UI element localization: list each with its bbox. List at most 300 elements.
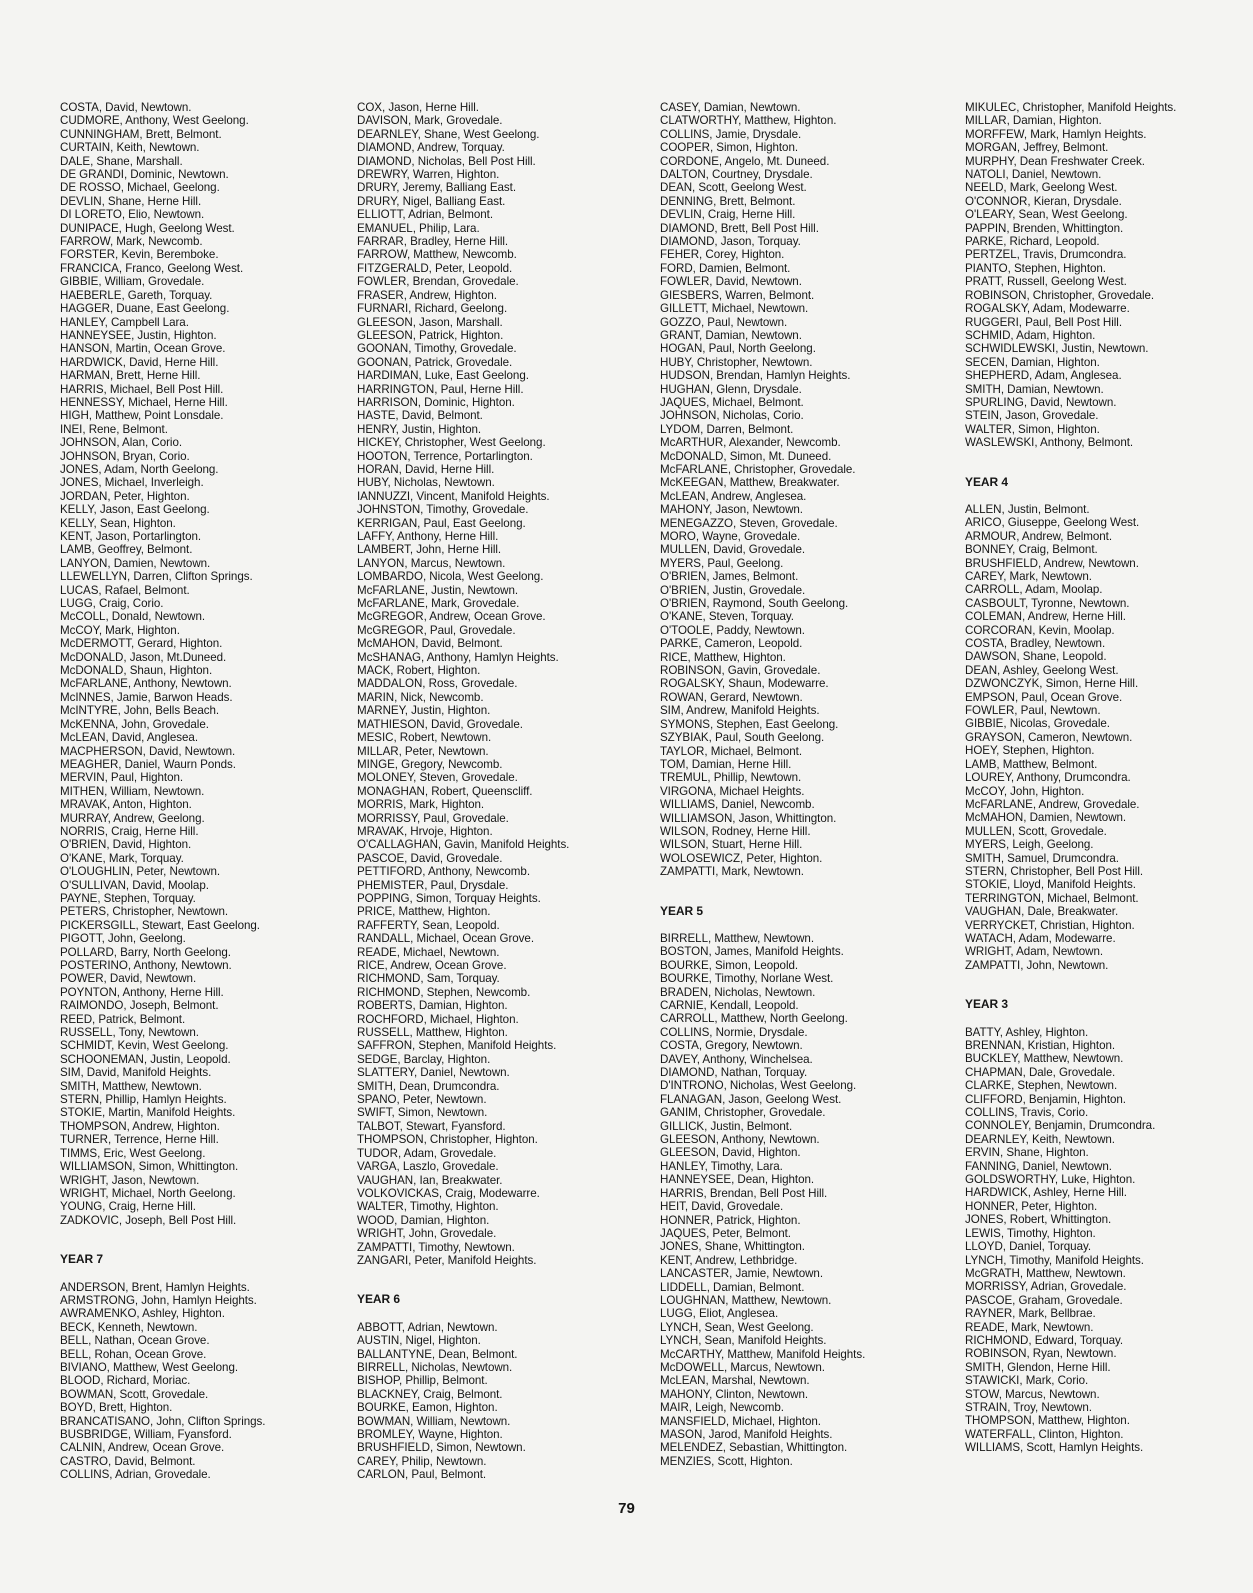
student-entry: GOONAN, Timothy, Grovedale.	[357, 342, 517, 356]
student-entry: MASON, Jarod, Manifold Heights.	[660, 1428, 833, 1441]
student-entry: FARROW, Mark, Newcomb.	[60, 235, 203, 249]
student-entry: RANDALL, Michael, Ocean Grove.	[357, 932, 534, 946]
student-entry: SMITH, Samuel, Drumcondra.	[965, 851, 1119, 865]
student-entry: SMITH, Matthew, Newtown.	[60, 1079, 202, 1093]
student-entry: SCHOONEMAN, Justin, Leopold.	[60, 1052, 231, 1066]
student-entry: WILLIAMS, Daniel, Newcomb.	[660, 798, 815, 812]
student-entry: SZYBIAK, Paul, South Geelong.	[660, 731, 825, 745]
student-entry: SAFFRON, Stephen, Manifold Heights.	[357, 1039, 557, 1053]
student-entry: ELLIOTT, Adrian, Belmont.	[357, 208, 494, 222]
student-entry: McKENNA, John, Grovedale.	[60, 717, 209, 731]
student-entry: BATTY, Ashley, Highton.	[965, 1025, 1089, 1039]
student-entry: KERRIGAN, Paul, East Geelong.	[357, 516, 526, 530]
student-entry: LAFFY, Anthony, Herne Hill.	[357, 530, 499, 543]
student-entry: GIBBIE, William, Grovedale.	[60, 275, 205, 289]
student-entry: PERTZEL, Travis, Drumcondra.	[965, 248, 1127, 262]
student-entry: YOUNG, Craig, Herne Hill.	[60, 1200, 196, 1214]
student-entry: EMANUEL, Philip, Lara.	[357, 221, 480, 235]
student-entry: DZWONCZYK, Simon, Herne Hill.	[965, 677, 1139, 691]
student-entry: RICE, Andrew, Ocean Grove.	[357, 959, 507, 972]
student-entry: HANNEYSEE, Dean, Highton.	[660, 1173, 815, 1187]
student-entry: ABBOTT, Adrian, Newtown.	[357, 1320, 498, 1334]
student-entry: NORRIS, Craig, Herne Hill.	[60, 824, 199, 838]
student-entry: McDERMOTT, Gerard, Highton.	[60, 637, 223, 651]
student-entry: O'TOOLE, Paddy, Newtown.	[660, 623, 805, 637]
student-entry: LYNCH, Sean, Manifold Heights.	[660, 1334, 827, 1348]
student-entry: HENNESSY, Michael, Herne Hill.	[60, 395, 228, 409]
student-entry: O'LOUGHLIN, Peter, Newtown.	[60, 865, 221, 879]
student-entry: MELENDEZ, Sebastian, Whittington.	[660, 1441, 848, 1455]
student-entry: MORRISSY, Adrian, Grovedale.	[965, 1280, 1127, 1294]
student-entry: ZANGARI, Peter, Manifold Heights.	[357, 1253, 537, 1267]
student-entry: MORO, Wayne, Grovedale.	[660, 530, 801, 543]
student-entry: VAUGHAN, Ian, Breakwater.	[357, 1173, 503, 1187]
student-entry: CLARKE, Stephen, Newtown.	[965, 1079, 1118, 1093]
student-entry: JOHNSTON, Timothy, Grovedale.	[357, 503, 529, 517]
student-entry: JORDAN, Peter, Highton.	[60, 489, 190, 503]
student-entry: READE, Mark, Newtown.	[965, 1320, 1094, 1334]
student-entry: McLEAN, Marshal, Newtown.	[660, 1374, 810, 1388]
student-entry: SIM, David, Manifold Heights.	[60, 1066, 212, 1080]
student-entry: JONES, Michael, Inverleigh.	[60, 476, 204, 490]
student-entry: DAVISON, Mark, Grovedale.	[357, 114, 503, 128]
student-entry: PARKE, Cameron, Leopold.	[660, 637, 803, 651]
student-entry: MYERS, Paul, Geelong.	[660, 556, 784, 570]
student-entry: LUCAS, Rafael, Belmont.	[60, 583, 190, 597]
student-entry: NEELD, Mark, Geelong West.	[965, 181, 1118, 195]
student-entry: VIRGONA, Michael Heights.	[660, 784, 805, 798]
student-entry: SMITH, Glendon, Herne Hill.	[965, 1360, 1111, 1374]
student-entry: DE GRANDI, Dominic, Newtown.	[60, 168, 229, 182]
student-entry: ALLEN, Justin, Belmont.	[965, 502, 1090, 516]
student-entry: GIBBIE, Nicolas, Grovedale.	[965, 717, 1110, 731]
student-entry: MEAGHER, Daniel, Waurn Ponds.	[60, 757, 236, 771]
student-entry: HARRIS, Brendan, Bell Post Hill.	[660, 1186, 828, 1200]
student-entry: MERVIN, Paul, Highton.	[60, 771, 184, 785]
student-entry: MAHONY, Clinton, Newtown.	[660, 1387, 809, 1401]
student-entry: SMITH, Damian, Newtown.	[965, 382, 1104, 396]
student-entry: McFARLANE, Christopher, Grovedale.	[660, 462, 856, 476]
student-entry: HARDWICK, Ashley, Herne Hill.	[965, 1186, 1127, 1200]
student-entry: DI LORETO, Elio, Newtown.	[60, 208, 205, 222]
student-entry: BONNEY, Craig, Belmont.	[965, 543, 1098, 557]
student-entry: DIAMOND, Jason, Torquay.	[660, 235, 801, 249]
student-entry: McMAHON, Damien, Newtown.	[965, 811, 1127, 825]
student-entry: BOURKE, Timothy, Norlane West.	[660, 972, 834, 986]
student-entry: COLLINS, Normie, Drysdale.	[660, 1025, 808, 1039]
student-entry: LOMBARDO, Nicola, West Geelong.	[357, 570, 544, 584]
student-entry: ZAMPATTI, Mark, Newtown.	[660, 865, 804, 879]
student-entry: GOLDSWORTHY, Luke, Highton.	[965, 1173, 1136, 1187]
student-entry: CARLON, Paul, Belmont.	[357, 1468, 487, 1482]
student-entry: VAUGHAN, Dale, Breakwater.	[965, 905, 1119, 919]
student-entry: CLIFFORD, Benjamin, Highton.	[965, 1092, 1126, 1106]
student-entry: ERVIN, Shane, Highton.	[965, 1146, 1089, 1160]
student-entry: TREMUL, Phillip, Newtown.	[660, 771, 802, 785]
student-entry: RUSSELL, Matthew, Highton.	[357, 1026, 508, 1040]
student-entry: ARMOUR, Andrew, Belmont.	[965, 529, 1112, 543]
student-entry: McKEEGAN, Matthew, Breakwater.	[660, 476, 840, 490]
student-entry: FOWLER, Brendan, Grovedale.	[357, 275, 519, 289]
student-entry: MORGAN, Jeffrey, Belmont.	[965, 141, 1109, 155]
student-entry: LANYON, Damien, Newtown.	[60, 556, 211, 570]
student-entry: WATACH, Adam, Modewarre.	[965, 931, 1116, 945]
student-entry: CURTAIN, Keith, Newtown.	[60, 141, 200, 155]
student-entry: ROWAN, Gerard, Newtown.	[660, 690, 803, 704]
student-entry: McARTHUR, Alexander, Newcomb.	[660, 436, 841, 450]
student-entry: MENZIES, Scott, Highton.	[660, 1454, 793, 1468]
student-entry: GLEESON, Jason, Marshall.	[357, 315, 503, 329]
student-entry: HORAN, David, Herne Hill.	[357, 462, 495, 476]
student-entry: GANIM, Christopher, Grovedale.	[660, 1106, 826, 1120]
student-entry: DIAMOND, Nicholas, Bell Post Hill.	[357, 154, 536, 168]
student-entry: MANSFIELD, Michael, Highton.	[660, 1414, 821, 1428]
student-entry: BELL, Rohan, Ocean Grove.	[60, 1347, 207, 1361]
student-entry: PASCOE, David, Grovedale.	[357, 851, 503, 865]
student-entry: MILLAR, Peter, Newtown.	[357, 744, 489, 758]
student-entry: JAQUES, Peter, Belmont.	[660, 1226, 791, 1240]
student-entry: McLEAN, Andrew, Anglesea.	[660, 489, 807, 503]
student-entry: RICHMOND, Sam, Torquay.	[357, 972, 500, 986]
student-entry: CASEY, Damian, Newtown.	[660, 101, 801, 114]
student-entry: WOOD, Damian, Highton.	[357, 1213, 490, 1227]
student-entry: AWRAMENKO, Ashley, Highton.	[60, 1307, 225, 1321]
student-entry: STEIN, Jason, Grovedale.	[965, 409, 1099, 423]
student-entry: RAFFERTY, Sean, Leopold.	[357, 918, 500, 932]
student-entry: VARGA, Laszlo, Grovedale.	[357, 1160, 499, 1174]
student-entry: DRURY, Jeremy, Balliang East.	[357, 181, 516, 195]
student-entry: DUNIPACE, Hugh, Geelong West.	[60, 221, 235, 235]
student-entry: RUSSELL, Tony, Newtown.	[60, 1026, 199, 1040]
student-entry: TIMMS, Eric, West Geelong.	[60, 1146, 206, 1160]
year-heading: YEAR 3	[965, 997, 1009, 1012]
student-entry: BUSBRIDGE, William, Fyansford.	[60, 1428, 232, 1441]
student-entry: LAMB, Geoffrey, Belmont.	[60, 543, 193, 557]
student-entry: FITZGERALD, Peter, Leopold.	[357, 261, 513, 275]
student-entry: PIGOTT, John, Geelong.	[60, 932, 186, 946]
student-entry: POLLARD, Barry, North Geelong.	[60, 945, 231, 959]
student-entry: HOGAN, Paul, North Geelong.	[660, 342, 816, 356]
student-entry: ANDERSON, Brent, Hamlyn Heights.	[60, 1280, 250, 1294]
student-entry: ROCHFORD, Michael, Highton.	[357, 1012, 519, 1026]
student-entry: KELLY, Jason, East Geelong.	[60, 503, 210, 517]
student-entry: McGREGOR, Paul, Grovedale.	[357, 623, 516, 637]
student-entry: BALLANTYNE, Dean, Belmont.	[357, 1347, 518, 1361]
student-entry: JOHNSON, Nicholas, Corio.	[660, 409, 804, 423]
page-number: 79	[618, 1500, 635, 1517]
student-entry: McFARLANE, Mark, Grovedale.	[357, 597, 520, 611]
student-entry: GRAYSON, Cameron, Newtown.	[965, 730, 1133, 744]
student-entry: MYERS, Leigh, Geelong.	[965, 838, 1094, 852]
student-entry: MATHIESON, David, Grovedale.	[357, 717, 523, 731]
student-entry: PRICE, Matthew, Highton.	[357, 905, 491, 919]
student-entry: BLOOD, Richard, Moriac.	[60, 1374, 191, 1388]
student-entry: SECEN, Damian, Highton.	[965, 355, 1100, 369]
student-entry: HANNEYSEE, Justin, Highton.	[60, 328, 217, 342]
student-entry: LEWIS, Timothy, Highton.	[965, 1226, 1096, 1240]
student-entry: HONNER, Peter, Highton.	[965, 1199, 1098, 1213]
student-entry: SPANO, Peter, Newtown.	[357, 1093, 487, 1107]
column-2	[357, 101, 569, 1482]
student-entry: MESIC, Robert, Newtown.	[357, 731, 492, 745]
student-entry: LYNCH, Timothy, Manifold Heights.	[965, 1253, 1144, 1267]
student-entry: McINNES, Jamie, Barwon Heads.	[60, 690, 233, 704]
student-entry: O'BRIEN, Justin, Grovedale.	[660, 583, 806, 597]
student-entry: DEAN, Ashley, Geelong West.	[965, 663, 1119, 677]
student-entry: WALTER, Simon, Highton.	[965, 422, 1100, 436]
student-entry: CASBOULT, Tyronne, Newtown.	[965, 596, 1130, 610]
student-entry: LYDOM, Darren, Belmont.	[660, 422, 794, 436]
student-entry: DEVLIN, Craig, Herne Hill.	[660, 208, 796, 222]
student-entry: TALBOT, Stewart, Fyansford.	[357, 1119, 506, 1133]
student-entry: SCHMID, Adam, Highton.	[965, 328, 1096, 342]
student-entry: HARRISON, Dominic, Highton.	[357, 395, 515, 409]
student-entry: STOKIE, Martin, Manifold Heights.	[60, 1106, 236, 1120]
student-entry: HOEY, Stephen, Highton.	[965, 744, 1095, 758]
student-entry: COX, Jason, Herne Hill.	[357, 101, 479, 114]
student-entry: CHAPMAN, Dale, Grovedale.	[965, 1065, 1116, 1079]
student-entry: BIVIANO, Matthew, West Geelong.	[60, 1360, 239, 1374]
student-entry: McFARLANE, Anthony, Newtown.	[60, 677, 232, 691]
year-heading: YEAR 5	[660, 903, 704, 918]
student-entry: COSTA, David, Newtown.	[60, 101, 192, 114]
student-entry: COLEMAN, Andrew, Herne Hill.	[965, 610, 1126, 624]
student-entry: KENT, Jason, Portarlington.	[60, 530, 202, 543]
student-entry: HEIT, David, Grovedale.	[660, 1200, 784, 1214]
student-entry: POWER, David, Newtown.	[60, 972, 197, 986]
student-entry: BOWMAN, Scott, Grovedale.	[60, 1387, 209, 1401]
student-entry: CASTRO, David, Belmont.	[60, 1454, 196, 1468]
student-entry: DIAMOND, Brett, Bell Post Hill.	[660, 221, 819, 235]
student-entry: BUCKLEY, Matthew, Newtown.	[965, 1052, 1124, 1066]
student-entry: McCARTHY, Matthew, Manifold Heights.	[660, 1347, 866, 1361]
student-entry: JONES, Robert, Whittington.	[965, 1213, 1112, 1227]
student-entry: TAYLOR, Michael, Belmont.	[660, 744, 803, 758]
student-entry: EMPSON, Paul, Ocean Grove.	[965, 690, 1123, 704]
student-entry: O'SULLIVAN, David, Moolap.	[60, 878, 209, 892]
student-entry: POYNTON, Anthony, Herne Hill.	[60, 985, 224, 999]
student-entry: HARMAN, Brett, Herne Hill.	[60, 369, 201, 383]
student-entry: GIESBERS, Warren, Belmont.	[660, 288, 815, 302]
student-entry: MRAVAK, Hrvoje, Highton.	[357, 824, 493, 838]
student-entry: DIAMOND, Nathan, Torquay.	[660, 1066, 808, 1080]
student-entry: BIRRELL, Matthew, Newtown.	[660, 931, 814, 945]
student-entry: ROBERTS, Damian, Highton.	[357, 999, 508, 1013]
student-entry: PIANTO, Stephen, Highton.	[965, 261, 1106, 275]
student-entry: HICKEY, Christopher, West Geelong.	[357, 436, 546, 450]
student-entry: McFARLANE, Justin, Newtown.	[357, 583, 519, 597]
student-entry: MINGE, Gregory, Newcomb.	[357, 757, 503, 771]
student-entry: HENRY, Justin, Highton.	[357, 422, 482, 436]
student-entry: SYMONS, Stephen, East Geelong.	[660, 717, 839, 731]
student-entry: MAIR, Leigh, Newcomb.	[660, 1401, 784, 1415]
student-entry: O'BRIEN, David, Highton.	[60, 838, 192, 852]
student-entry: ARICO, Giuseppe, Geelong West.	[965, 516, 1140, 530]
student-entry: MARIN, Nick, Newcomb.	[357, 690, 484, 704]
student-entry: LOUGHNAN, Matthew, Newtown.	[660, 1293, 832, 1307]
student-entry: MONAGHAN, Robert, Queenscliff.	[357, 784, 533, 798]
student-entry: ZADKOVIC, Joseph, Bell Post Hill.	[60, 1213, 237, 1227]
student-entry: JOHNSON, Alan, Corio.	[60, 436, 183, 450]
student-entry: McMAHON, David, Belmont.	[357, 637, 503, 651]
student-entry: MAHONY, Jason, Newtown.	[660, 503, 803, 517]
student-entry: HARRIS, Michael, Bell Post Hill.	[60, 382, 224, 396]
student-entry: GOONAN, Patrick, Grovedale.	[357, 355, 513, 369]
student-entry: GRANT, Damian, Newtown.	[660, 328, 802, 342]
student-entry: WATERFALL, Clinton, Highton.	[965, 1427, 1124, 1441]
student-entry: RAIMONDO, Joseph, Belmont.	[60, 999, 219, 1013]
student-entry: HONNER, Patrick, Highton.	[660, 1213, 801, 1227]
student-entry: HANLEY, Campbell Lara.	[60, 315, 189, 329]
student-entry: BELL, Nathan, Ocean Grove.	[60, 1334, 210, 1348]
student-entry: FURNARI, Richard, Geelong.	[357, 302, 508, 316]
student-entry: BOSTON, James, Manifold Heights.	[660, 945, 844, 959]
student-entry: KENT, Andrew, Lethbridge.	[660, 1253, 798, 1267]
student-entry: TUDOR, Adam, Grovedale.	[357, 1146, 497, 1160]
student-entry: ROBINSON, Gavin, Grovedale.	[660, 664, 821, 678]
student-entry: FOWLER, David, Newtown.	[660, 275, 802, 289]
student-entry: COOPER, Simon, Highton.	[660, 141, 799, 155]
student-entry: BOWMAN, William, Newtown.	[357, 1414, 511, 1428]
student-entry: LLEWELLYN, Darren, Clifton Springs.	[60, 570, 253, 584]
student-entry: NATOLI, Daniel, Newtown.	[965, 168, 1102, 182]
student-entry: HARRINGTON, Paul, Herne Hill.	[357, 382, 524, 396]
student-entry: WILLIAMSON, Jason, Whittington.	[660, 811, 837, 825]
student-entry: BRADEN, Nicholas, Newtown.	[660, 985, 816, 999]
student-entry: ROBINSON, Ryan, Newtown.	[965, 1347, 1117, 1361]
student-entry: HUGHAN, Glenn, Drysdale.	[660, 382, 802, 396]
student-entry: VERRYCKET, Christian, Highton.	[965, 918, 1135, 932]
student-entry: HIGH, Matthew, Point Lonsdale.	[60, 409, 224, 423]
student-entry: O'LEARY, Sean, West Geelong.	[965, 208, 1128, 222]
student-entry: CLATWORTHY, Matthew, Highton.	[660, 114, 837, 128]
student-entry: SPURLING, David, Newtown.	[965, 395, 1117, 409]
student-entry: BOURKE, Eamon, Highton.	[357, 1401, 498, 1415]
student-entry: THOMPSON, Christopher, Highton.	[357, 1133, 538, 1147]
student-entry: JAQUES, Michael, Belmont.	[660, 395, 804, 409]
student-entry: McGREGOR, Andrew, Ocean Grove.	[357, 610, 546, 624]
student-entry: HUBY, Nicholas, Newtown.	[357, 476, 495, 490]
student-entry: SHEPHERD, Adam, Anglesea.	[965, 369, 1122, 383]
student-entry: McLEAN, David, Anglesea.	[60, 731, 198, 745]
student-entry: O'CONNOR, Kieran, Drysdale.	[965, 194, 1122, 208]
student-entry: LANYON, Marcus, Newtown.	[357, 556, 506, 570]
student-entry: McGRATH, Matthew, Newtown.	[965, 1266, 1126, 1280]
student-entry: ZAMPATTI, Timothy, Newtown.	[357, 1240, 515, 1254]
student-entry: LIDDELL, Damian, Belmont.	[660, 1280, 805, 1294]
student-entry: LOUREY, Anthony, Drumcondra.	[965, 771, 1131, 785]
student-entry: STAWICKI, Mark, Corio.	[965, 1374, 1089, 1388]
student-entry: SLATTERY, Daniel, Newtown.	[357, 1066, 510, 1080]
student-entry: DEVLIN, Shane, Herne Hill.	[60, 194, 202, 208]
student-entry: ZAMPATTI, John, Newtown.	[965, 958, 1109, 972]
student-entry: MACPHERSON, David, Newtown.	[60, 744, 236, 758]
student-entry: MENEGAZZO, Steven, Grovedale.	[660, 516, 838, 530]
student-entry: McSHANAG, Anthony, Hamlyn Heights.	[357, 650, 559, 664]
student-entry: SCHWIDLEWSKI, Justin, Newtown.	[965, 342, 1149, 356]
student-entry: READE, Michael, Newtown.	[357, 945, 500, 959]
student-entry: PETERS, Christopher, Newtown.	[60, 905, 229, 919]
student-entry: WOLOSEWICZ, Peter, Highton.	[660, 851, 823, 865]
student-entry: COSTA, Gregory, Newtown.	[660, 1039, 803, 1053]
student-entry: SIM, Andrew, Manifold Heights.	[660, 704, 820, 718]
student-entry: COLLINS, Adrian, Grovedale.	[60, 1468, 211, 1482]
student-entry: PARKE, Richard, Leopold.	[965, 235, 1100, 249]
student-entry: POPPING, Simon, Torquay Heights.	[357, 891, 541, 905]
student-entry: DAWSON, Shane, Leopold.	[965, 650, 1107, 664]
student-entry: O'KANE, Mark, Torquay.	[60, 851, 184, 865]
year-heading: YEAR 6	[357, 1292, 401, 1307]
student-entry: SMITH, Dean, Drumcondra.	[357, 1079, 500, 1093]
student-entry: COSTA, Bradley, Newtown.	[965, 637, 1106, 651]
student-entry: MORRISSY, Paul, Grovedale.	[357, 811, 509, 825]
student-entry: McCOY, Mark, Highton.	[60, 623, 180, 637]
student-entry: BIRRELL, Nicholas, Newtown.	[357, 1360, 513, 1374]
student-entry: MURRAY, Andrew, Geelong.	[60, 811, 205, 825]
student-entry: FLANAGAN, Jason, Geelong West.	[660, 1092, 842, 1106]
student-entry: CORCORAN, Kevin, Moolap.	[965, 623, 1115, 637]
student-entry: RAYNER, Mark, Bellbrae.	[965, 1307, 1096, 1321]
student-entry: DEARNLEY, Shane, West Geelong.	[357, 127, 540, 141]
student-entry: PAYNE, Stephen, Torquay.	[60, 891, 196, 905]
student-entry: STOW, Marcus, Newtown.	[965, 1387, 1100, 1401]
student-entry: STERN, Christopher, Bell Post Hill.	[965, 864, 1144, 878]
student-entry: WILLIAMS, Scott, Hamlyn Heights.	[965, 1441, 1144, 1455]
student-entry: MORFFEW, Mark, Hamlyn Heights.	[965, 127, 1147, 141]
student-entry: CARNIE, Kendall, Leopold.	[660, 999, 799, 1012]
student-entry: CORDONE, Angelo, Mt. Duneed.	[660, 154, 830, 168]
student-entry: REED, Patrick, Belmont.	[60, 1012, 186, 1026]
student-entry: BROMLEY, Wayne, Highton.	[357, 1428, 503, 1441]
student-entry: HANLEY, Timothy, Lara.	[660, 1159, 783, 1173]
student-entry: MOLONEY, Steven, Grovedale.	[357, 771, 518, 785]
student-entry: PAPPIN, Brenden, Whittington.	[965, 221, 1124, 235]
student-entry: JOHNSON, Bryan, Corio.	[60, 449, 190, 463]
student-entry: IANNUZZI, Vincent, Manifold Heights.	[357, 489, 550, 503]
student-entry: McDONALD, Simon, Mt. Duneed.	[660, 449, 832, 463]
student-entry: WRIGHT, Jason, Newtown.	[60, 1173, 200, 1187]
student-entry: LUGG, Craig, Corio.	[60, 597, 164, 611]
student-entry: FANNING, Daniel, Newtown.	[965, 1159, 1112, 1173]
student-entry: BISHOP, Phillip, Belmont.	[357, 1374, 488, 1388]
student-entry: ROGALSKY, Adam, Modewarre.	[965, 302, 1130, 316]
student-entry: HANSON, Martin, Ocean Grove.	[60, 342, 226, 356]
student-entry: McDOWELL, Marcus, Newtown.	[660, 1360, 825, 1374]
student-entry: BRANCATISANO, John, Clifton Springs.	[60, 1414, 266, 1428]
student-entry: DIAMOND, Andrew, Torquay.	[357, 141, 505, 155]
student-entry: MURPHY, Dean Freshwater Creek.	[965, 154, 1145, 168]
student-entry: HARDIMAN, Luke, East Geelong.	[357, 369, 529, 383]
column-4	[965, 101, 1176, 1455]
student-entry: TOM, Damian, Herne Hill.	[660, 757, 792, 771]
student-entry: DEARNLEY, Keith, Newtown.	[965, 1132, 1115, 1146]
student-entry: AUSTIN, Nigel, Highton.	[357, 1334, 481, 1348]
student-entry: BLACKNEY, Craig, Belmont.	[357, 1387, 503, 1401]
student-entry: HAGGER, Duane, East Geelong.	[60, 302, 230, 316]
student-entry: PRATT, Russell, Geelong West.	[965, 275, 1127, 289]
student-entry: BOURKE, Simon, Leopold.	[660, 958, 799, 972]
student-entry: POSTERINO, Anthony, Newtown.	[60, 959, 232, 972]
student-entry: COLLINS, Jamie, Drysdale.	[660, 127, 802, 141]
student-entry: RICE, Matthew, Highton.	[660, 650, 786, 664]
student-entry: FORD, Damien, Belmont.	[660, 261, 791, 275]
student-entry: LYNCH, Sean, West Geelong.	[660, 1320, 814, 1334]
student-entry: WILSON, Stuart, Herne Hill.	[660, 838, 803, 852]
student-entry: DRURY, Nigel, Balliang East.	[357, 194, 506, 208]
student-entry: TURNER, Terrence, Herne Hill.	[60, 1133, 219, 1147]
student-entry: MORRIS, Mark, Highton.	[357, 798, 485, 812]
student-entry: GLEESON, Patrick, Highton.	[357, 328, 504, 342]
